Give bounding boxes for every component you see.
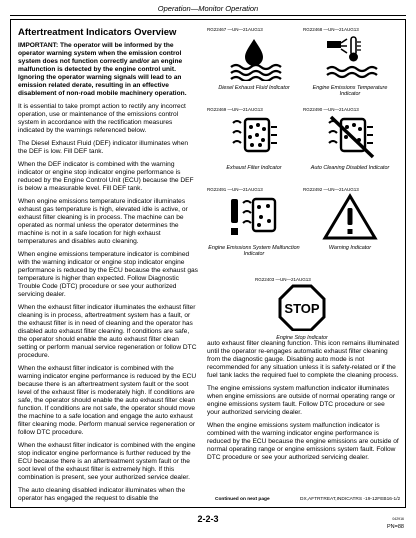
paragraph: When engine emissions temperature indicator is combined with the warning indicator or engine stop indicator engine performance is reduced by the ECU because the exhaust gas temperature is higher than expected. Follow Diagnostic Trouble Code (DTC) procedure or see your authorized servicing dealer. xyxy=(18,251,198,298)
continued-note: Continued on next page xyxy=(215,497,270,502)
document-reference: DX,AFTRTREAT,INDICATRS -19-12FEB16-1/2 xyxy=(300,497,401,502)
figure-caption: Exhaust Filter Indicator xyxy=(226,165,282,171)
stop-text: STOP xyxy=(284,301,320,316)
figure-warning xyxy=(303,187,397,277)
figure-code: RG22469 —UN—21AUG13 xyxy=(207,107,263,112)
paragraph: The Diesel Exhaust Fluid (DEF) indicator illuminates when the DEF is low. Fill DEF tank. xyxy=(18,140,189,155)
figure-emissions-malfunction xyxy=(207,187,301,277)
figure-caption: Engine Stop Indicator xyxy=(276,335,328,341)
page-number: 2-2-3 xyxy=(197,514,219,524)
paragraph: The auto cleaning disabled indicator illuminates when the operator has engaged the request to disable the xyxy=(18,487,186,502)
figure-caption: Auto Cleaning Disabled Indicator xyxy=(310,165,390,171)
paragraph: When the DEF indicator is combined with the warning indicator or engine stop indicator engine performance is reduced by the Engine Control Unit (ECU) because the DEF is below a measurable level. Fill DEF tank. xyxy=(18,161,194,192)
figure-code: RG22403 —UN—21AUG13 xyxy=(255,277,311,282)
paragraph: It is essential to take prompt action to rectify any incorrect operation, use or maintenance of the emissions control system in accordance with the rectification measures indicated by the warnings referenced below. xyxy=(18,103,186,134)
paragraph: When the exhaust filter indicator is combined with the engine stop indicator engine performance is further reduced by the ECU because there is an aftertreatment system fault or the soot level of the exhaust filter is extremely high. If this combination is present, see your authorized service dealer. xyxy=(18,442,196,481)
figure-code: RG22467 —UN—21AUG13 xyxy=(207,27,263,32)
section-title: Aftertreatment Indicators Overview xyxy=(18,27,177,38)
auto-cleaning-disabled-icon xyxy=(321,113,379,161)
figure-caption: Diesel Exhaust Fluid Indicator xyxy=(218,85,290,91)
figure-caption: Warning Indicator xyxy=(328,245,372,251)
emissions-malfunction-icon xyxy=(225,193,283,241)
figure-code: RG22490 —UN—21AUG13 xyxy=(303,107,359,112)
left-column xyxy=(18,27,198,508)
figure-code: RG22492 —UN—21AUG13 xyxy=(303,187,359,192)
emissions-temperature-icon xyxy=(321,33,379,81)
figure-code: RG22468 —UN—21AUG13 xyxy=(303,27,359,32)
page-header xyxy=(0,0,416,20)
paragraph: auto exhaust filter cleaning function. This icon remains illuminated until the operator re-engages automatic exhaust filter cleaning from the diagnostic gauge. Disabling auto mode is not recommended for any situation unless it is safety-related or if the fuel tank lacks the required fuel to complete the cleaning process. xyxy=(207,340,399,379)
figure-caption: Engine Emissions Temperature Indicator xyxy=(312,85,388,97)
warning-icon xyxy=(321,193,379,241)
paragraph: When engine emissions temperature indicator illuminates exhaust gas temperature is high, elevated idle is active, or exhaust filter cleaning is in process. The machine can be operated as normal unless the operator determines the machine is not in a safe location for high exhaust temperatures and disables auto cleaning. xyxy=(18,198,188,245)
figure-def xyxy=(207,27,301,107)
paragraph: When the engine emissions system malfunction indicator is combined with the warning indicator engine performance is reduced by the ECU because the engine emissions are outside of normal operating range or engine emissions system fault. Follow DTC procedure or see your authorized servicing dealer. xyxy=(207,422,399,461)
def-icon xyxy=(225,33,283,81)
pn-number: PN=88 xyxy=(387,524,404,530)
header-title: Operation—Monitor Operation xyxy=(157,4,259,13)
paragraph: When the exhaust filter indicator illuminates the exhaust filter cleaning is in process, aftertreatment system has a fault, or the exhaust filter is in need of cleaning and the operator has disabled auto exhaust filter cleaning. If conditions are safe, the operator should enable the auto exhaust filter clean setting or perform manual service regeneration or follow DTC procedure. xyxy=(18,304,197,359)
paragraph: The engine emissions system malfunction indicator illuminates when engine emissions are outside of normal operating range or engine emissions system fault. Follow DTC procedure or see your authorized servicing dealer. xyxy=(207,385,396,416)
figure-caption: Engine Emissions System Malfunction Indicator xyxy=(208,245,300,257)
figure-emissions-temperature xyxy=(303,27,397,107)
print-date: 042916 xyxy=(392,517,404,521)
important-notice: IMPORTANT: The operator will be informed by the operator warning system when the emission control system does not function correctly and/or an engine malfunction is detected by the engine control unit. Ignoring the operator warning signals will lead to an emission related derate, resulting in an effective disablement of non-road mobile machinery operation. xyxy=(18,42,187,97)
figure-code: RG22491 —UN—21AUG13 xyxy=(207,187,263,192)
stop-icon xyxy=(273,283,331,331)
exhaust-filter-icon xyxy=(225,113,283,161)
figure-exhaust-filter xyxy=(207,107,301,187)
figure-auto-cleaning-disabled xyxy=(303,107,397,187)
header-rule xyxy=(10,15,406,16)
indicator-figures xyxy=(207,27,399,367)
right-column-text xyxy=(207,340,399,467)
paragraph: When the exhaust filter indicator is combined with the warning indicator engine performance is reduced by the ECU because there is an aftertreatment system fault or the soot level of the exhaust filter is moderately high. If conditions are safe, the operator should enable the auto exhaust filter clean function. If conditions are not safe, the operator should move the machine to a safe location and engage the auto exhaust filter cleaning mode. Perform manual service regeneration or follow DTC procedure. xyxy=(18,365,197,436)
